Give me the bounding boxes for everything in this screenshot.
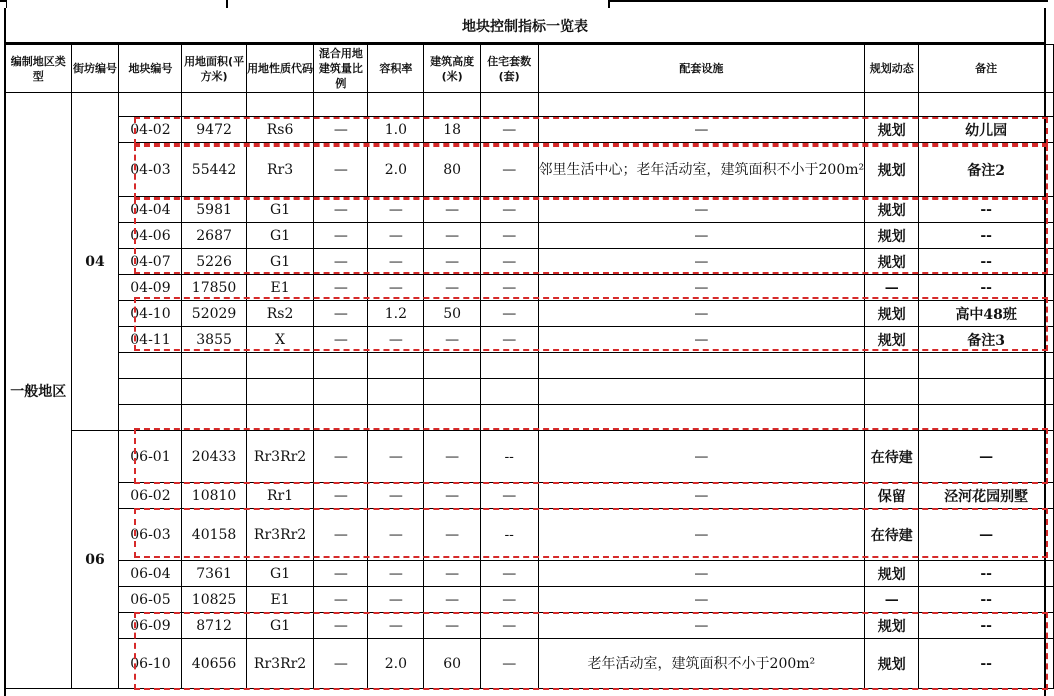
far-cell: — xyxy=(368,483,424,509)
empty-cell xyxy=(182,405,246,431)
far-cell: — xyxy=(368,587,424,613)
mixed-ratio-cell: — xyxy=(314,117,368,143)
land-area-cell: 17850 xyxy=(182,275,246,301)
empty-cell xyxy=(314,353,368,379)
top-border-strip xyxy=(0,0,1054,8)
height-cell: — xyxy=(424,275,480,301)
empty-cell xyxy=(119,353,182,379)
empty-cell xyxy=(919,93,1054,117)
header-note: 备注 xyxy=(919,45,1054,93)
empty-cell xyxy=(246,379,314,405)
plot-id-cell: 06-09 xyxy=(119,613,182,639)
units-cell: -- xyxy=(480,431,538,483)
status-cell: 规划 xyxy=(865,249,919,275)
mixed-ratio-cell: — xyxy=(314,639,368,689)
units-cell: — xyxy=(480,613,538,639)
facility-cell: — xyxy=(538,327,865,353)
land-use-code-cell: G1 xyxy=(246,249,314,275)
land-use-code-cell: Rr3Rr2 xyxy=(246,509,314,561)
units-cell: — xyxy=(480,587,538,613)
empty-cell xyxy=(182,379,246,405)
plot-id-cell: 04-11 xyxy=(119,327,182,353)
height-cell: — xyxy=(424,613,480,639)
note-cell: -- xyxy=(919,223,1054,249)
far-cell: — xyxy=(368,197,424,223)
height-cell: — xyxy=(424,561,480,587)
note-cell: 幼儿园 xyxy=(919,117,1054,143)
empty-cell xyxy=(865,353,919,379)
empty-cell xyxy=(368,379,424,405)
mixed-ratio-cell: — xyxy=(314,197,368,223)
land-area-cell: 7361 xyxy=(182,561,246,587)
table-row xyxy=(6,509,1054,561)
far-cell: — xyxy=(368,613,424,639)
plot-id-cell: 06-02 xyxy=(119,483,182,509)
plot-id-cell: 06-03 xyxy=(119,509,182,561)
table-row xyxy=(6,431,1054,483)
note-cell: -- xyxy=(919,613,1054,639)
units-cell: — xyxy=(480,301,538,327)
empty-cell xyxy=(865,379,919,405)
empty-cell xyxy=(314,379,368,405)
empty-cell xyxy=(368,353,424,379)
land-use-code-cell: Rr3Rr2 xyxy=(246,431,314,483)
far-cell: 2.0 xyxy=(368,143,424,197)
empty-cell xyxy=(424,93,480,117)
facility-cell: — xyxy=(538,301,865,327)
plot-id-cell: 06-05 xyxy=(119,587,182,613)
header-mixed-ratio: 混合用地建筑量比例 xyxy=(314,45,368,93)
empty-cell xyxy=(424,405,480,431)
empty-cell xyxy=(919,405,1054,431)
note-cell: -- xyxy=(919,275,1054,301)
land-use-code-cell: G1 xyxy=(246,223,314,249)
header-block-id: 街坊编号 xyxy=(71,45,119,93)
table-row xyxy=(6,275,1054,301)
table-row xyxy=(6,379,1054,405)
table-row xyxy=(6,249,1054,275)
table-row xyxy=(6,117,1054,143)
height-cell: — xyxy=(424,509,480,561)
table-row xyxy=(6,483,1054,509)
note-cell: 高中48班 xyxy=(919,301,1054,327)
far-cell: — xyxy=(368,249,424,275)
plot-id-cell: 04-09 xyxy=(119,275,182,301)
plot-id-cell: 04-02 xyxy=(119,117,182,143)
height-cell: — xyxy=(424,587,480,613)
land-use-code-cell: G1 xyxy=(246,561,314,587)
units-cell: -- xyxy=(480,509,538,561)
far-cell: — xyxy=(368,327,424,353)
units-cell: — xyxy=(480,249,538,275)
mixed-ratio-cell: — xyxy=(314,223,368,249)
plot-id-cell: 04-03 xyxy=(119,143,182,197)
empty-cell xyxy=(314,405,368,431)
mixed-ratio-cell: — xyxy=(314,327,368,353)
land-area-cell: 52029 xyxy=(182,301,246,327)
status-cell: 保留 xyxy=(865,483,919,509)
facility-cell: — xyxy=(538,117,865,143)
empty-cell xyxy=(480,353,538,379)
land-use-code-cell: Rs6 xyxy=(246,117,314,143)
facility-cell: — xyxy=(538,275,865,301)
units-cell: — xyxy=(480,223,538,249)
note-cell: — xyxy=(919,431,1054,483)
height-cell: 60 xyxy=(424,639,480,689)
empty-cell xyxy=(424,353,480,379)
empty-cell xyxy=(182,353,246,379)
land-area-cell: 20433 xyxy=(182,431,246,483)
table-row xyxy=(6,587,1054,613)
facility-cell: — xyxy=(538,223,865,249)
plot-id-cell: 04-04 xyxy=(119,197,182,223)
facility-cell: — xyxy=(538,613,865,639)
land-use-code-cell: Rs2 xyxy=(246,301,314,327)
units-cell: — xyxy=(480,197,538,223)
area-type-cell: 一般地区 xyxy=(6,93,72,689)
status-cell: 在待建 xyxy=(865,509,919,561)
header-status: 规划动态 xyxy=(865,45,919,93)
empty-cell xyxy=(314,93,368,117)
header-plot-id: 地块编号 xyxy=(119,45,182,93)
header-height: 建筑高度(米) xyxy=(424,45,480,93)
empty-cell xyxy=(119,405,182,431)
land-area-cell: 55442 xyxy=(182,143,246,197)
status-cell: — xyxy=(865,275,919,301)
far-cell: 1.0 xyxy=(368,117,424,143)
height-cell: — xyxy=(424,483,480,509)
units-cell: — xyxy=(480,327,538,353)
mixed-ratio-cell: — xyxy=(314,561,368,587)
header-units: 住宅套数(套) xyxy=(480,45,538,93)
header-facility: 配套设施 xyxy=(538,45,865,93)
mixed-ratio-cell: — xyxy=(314,301,368,327)
land-area-cell: 40158 xyxy=(182,509,246,561)
table-row xyxy=(6,561,1054,587)
land-use-code-cell: Rr3 xyxy=(246,143,314,197)
height-cell: — xyxy=(424,327,480,353)
facility-cell: — xyxy=(538,561,865,587)
status-cell: 规划 xyxy=(865,197,919,223)
mixed-ratio-cell: — xyxy=(314,249,368,275)
units-cell: — xyxy=(480,639,538,689)
table-row xyxy=(6,639,1054,689)
block-id-cell: 04 xyxy=(71,93,119,431)
empty-cell xyxy=(368,93,424,117)
table-row xyxy=(6,613,1054,639)
land-use-code-cell: E1 xyxy=(246,275,314,301)
empty-cell xyxy=(865,405,919,431)
land-use-code-cell: G1 xyxy=(246,613,314,639)
land-area-cell: 5226 xyxy=(182,249,246,275)
plot-id-cell: 06-10 xyxy=(119,639,182,689)
empty-cell xyxy=(246,405,314,431)
block-id-cell: 06 xyxy=(71,431,119,689)
land-use-code-cell: Rr1 xyxy=(246,483,314,509)
empty-cell xyxy=(865,93,919,117)
facility-cell: — xyxy=(538,483,865,509)
height-cell: — xyxy=(424,249,480,275)
land-area-cell: 3855 xyxy=(182,327,246,353)
facility-cell: — xyxy=(538,431,865,483)
note-cell: -- xyxy=(919,639,1054,689)
control-index-table xyxy=(5,44,1054,689)
header-land-area: 用地面积(平方米) xyxy=(182,45,246,93)
land-area-cell: 10810 xyxy=(182,483,246,509)
mixed-ratio-cell: — xyxy=(314,275,368,301)
height-cell: 18 xyxy=(424,117,480,143)
facility-cell: 邻里生活中心；老年活动室，建筑面积不小于200m² xyxy=(538,143,865,197)
land-area-cell: 40656 xyxy=(182,639,246,689)
facility-cell: — xyxy=(538,197,865,223)
units-cell: — xyxy=(480,143,538,197)
note-cell: 泾河花园别墅 xyxy=(919,483,1054,509)
status-cell: 在待建 xyxy=(865,431,919,483)
table-row xyxy=(6,223,1054,249)
note-cell: 备注2 xyxy=(919,143,1054,197)
far-cell: — xyxy=(368,431,424,483)
land-use-code-cell: E1 xyxy=(246,587,314,613)
land-area-cell: 2687 xyxy=(182,223,246,249)
note-cell: -- xyxy=(919,249,1054,275)
empty-cell xyxy=(538,405,865,431)
height-cell: — xyxy=(424,197,480,223)
note-cell: -- xyxy=(919,587,1054,613)
empty-cell xyxy=(368,405,424,431)
status-cell: 规划 xyxy=(865,561,919,587)
status-cell: — xyxy=(865,587,919,613)
header-row xyxy=(6,45,1054,93)
empty-cell xyxy=(919,379,1054,405)
table-title: 地块控制指标一览表 xyxy=(6,10,1044,44)
empty-cell xyxy=(246,353,314,379)
far-cell: — xyxy=(368,509,424,561)
empty-cell xyxy=(424,379,480,405)
empty-cell xyxy=(538,93,865,117)
status-cell: 规划 xyxy=(865,613,919,639)
land-use-code-cell: X xyxy=(246,327,314,353)
empty-cell xyxy=(480,405,538,431)
facility-cell: — xyxy=(538,587,865,613)
status-cell: 规划 xyxy=(865,301,919,327)
units-cell: — xyxy=(480,561,538,587)
land-use-code-cell: G1 xyxy=(246,197,314,223)
header-land-use-code: 用地性质代码 xyxy=(246,45,314,93)
facility-cell: — xyxy=(538,509,865,561)
table-row xyxy=(6,93,1054,117)
mixed-ratio-cell: — xyxy=(314,431,368,483)
land-area-cell: 8712 xyxy=(182,613,246,639)
empty-cell xyxy=(538,353,865,379)
note-cell: 备注3 xyxy=(919,327,1054,353)
plot-id-cell: 06-01 xyxy=(119,431,182,483)
plot-id-cell: 04-06 xyxy=(119,223,182,249)
empty-cell xyxy=(119,379,182,405)
table-row xyxy=(6,353,1054,379)
units-cell: — xyxy=(480,117,538,143)
mixed-ratio-cell: — xyxy=(314,613,368,639)
table-row xyxy=(6,327,1054,353)
note-cell: — xyxy=(919,509,1054,561)
mixed-ratio-cell: — xyxy=(314,483,368,509)
plot-id-cell: 04-10 xyxy=(119,301,182,327)
status-cell: 规划 xyxy=(865,223,919,249)
height-cell: — xyxy=(424,431,480,483)
table-row xyxy=(6,405,1054,431)
height-cell: 80 xyxy=(424,143,480,197)
note-cell: -- xyxy=(919,561,1054,587)
mixed-ratio-cell: — xyxy=(314,587,368,613)
height-cell: — xyxy=(424,223,480,249)
empty-cell xyxy=(246,93,314,117)
header-far: 容积率 xyxy=(368,45,424,93)
land-area-cell: 10825 xyxy=(182,587,246,613)
plot-id-cell: 04-07 xyxy=(119,249,182,275)
table-row xyxy=(6,301,1054,327)
land-use-code-cell: Rr3Rr2 xyxy=(246,639,314,689)
facility-cell: 老年活动室，建筑面积不小于200m² xyxy=(538,639,865,689)
facility-cell: — xyxy=(538,249,865,275)
table-row xyxy=(6,197,1054,223)
status-cell: 规划 xyxy=(865,117,919,143)
height-cell: 50 xyxy=(424,301,480,327)
far-cell: 1.2 xyxy=(368,301,424,327)
status-cell: 规划 xyxy=(865,327,919,353)
land-area-cell: 5981 xyxy=(182,197,246,223)
units-cell: — xyxy=(480,483,538,509)
units-cell: — xyxy=(480,275,538,301)
empty-cell xyxy=(119,93,182,117)
plot-id-cell: 06-04 xyxy=(119,561,182,587)
mixed-ratio-cell: — xyxy=(314,143,368,197)
empty-cell xyxy=(538,379,865,405)
header-area-type: 编制地区类型 xyxy=(6,45,72,93)
table-row xyxy=(6,143,1054,197)
mixed-ratio-cell: — xyxy=(314,509,368,561)
status-cell: 规划 xyxy=(865,143,919,197)
far-cell: — xyxy=(368,275,424,301)
note-cell: -- xyxy=(919,197,1054,223)
far-cell: 2.0 xyxy=(368,639,424,689)
empty-cell xyxy=(480,379,538,405)
land-area-cell: 9472 xyxy=(182,117,246,143)
far-cell: — xyxy=(368,561,424,587)
empty-cell xyxy=(182,93,246,117)
status-cell: 规划 xyxy=(865,639,919,689)
empty-cell xyxy=(919,353,1054,379)
far-cell: — xyxy=(368,223,424,249)
empty-cell xyxy=(480,93,538,117)
